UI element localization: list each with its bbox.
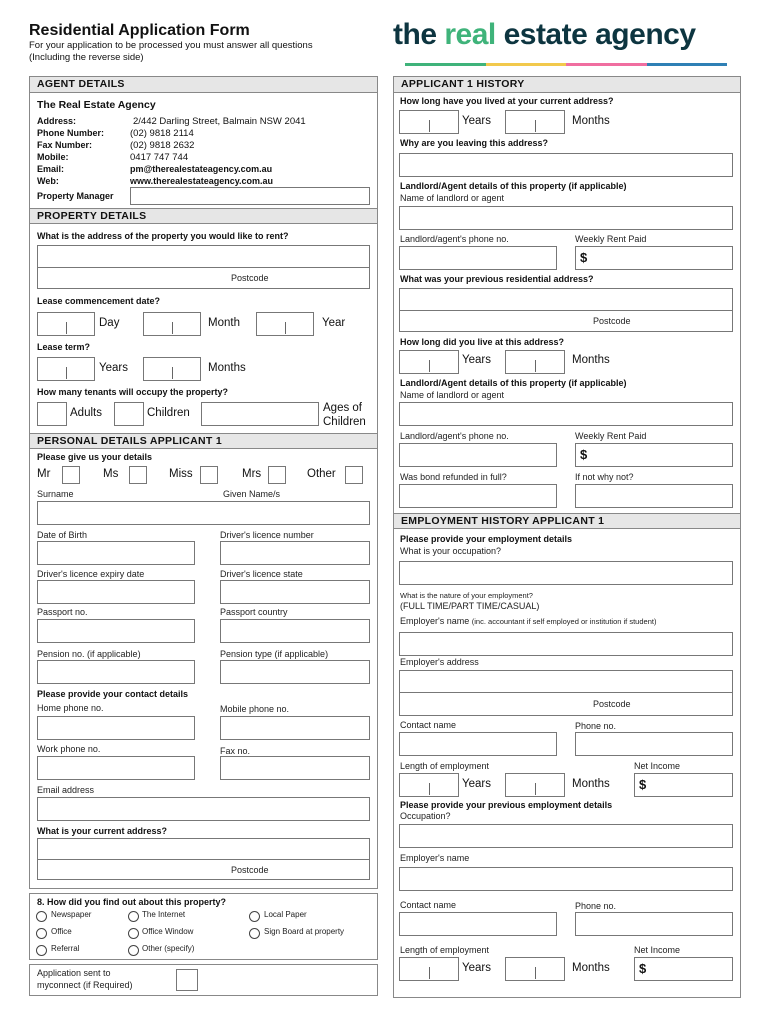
find-out-question: 8. How did you find out about this property? (37, 897, 226, 907)
leaving-question: Why are you leaving this address? (400, 138, 549, 148)
web-label: Web: (37, 176, 59, 186)
year-label: Year (322, 317, 346, 329)
net-income-label: Net Income (634, 761, 681, 771)
work-phone-field[interactable] (37, 756, 195, 780)
employment-heading: EMPLOYMENT HISTORY APPLICANT 1 (394, 513, 740, 529)
length-label: Length of employment (400, 761, 490, 771)
licence-state-field[interactable] (220, 580, 370, 604)
web-value[interactable]: www.therealestateagency.com.au (130, 176, 274, 186)
personal-details-heading: PERSONAL DETAILS APPLICANT 1 (30, 433, 377, 449)
prev-net-income-dollar: $ (639, 961, 647, 976)
employer-address-field[interactable] (399, 670, 733, 716)
bond-question: Was bond refunded in full? (400, 472, 507, 482)
dob-field[interactable] (37, 541, 195, 565)
email-value[interactable]: pm@therealestateagency.com.au (130, 164, 273, 174)
prev-months-label: Months (572, 354, 610, 366)
prev-employment-months-label: Months (572, 962, 610, 974)
pension-type-field[interactable] (220, 660, 370, 684)
landlord-name-label: Name of landlord or agent (400, 193, 505, 203)
month-label: Month (208, 317, 240, 329)
lived-months-label: Months (572, 115, 610, 127)
employer-address-label: Employer's address (400, 657, 479, 667)
ages-of-children-label: Ages of Children (323, 402, 366, 428)
miss-checkbox[interactable] (200, 466, 218, 484)
prev-weekly-rent-label: Weekly Rent Paid (575, 431, 647, 441)
licence-state-label: Driver's licence state (220, 569, 303, 579)
occupation-question: What is your occupation? (400, 546, 502, 556)
prev-years-label: Years (462, 354, 491, 366)
day-label: Day (99, 317, 120, 329)
phone-no-label: Phone no. (575, 721, 617, 731)
mobile-value: 0417 747 744 (130, 152, 189, 163)
employer-name-label: Employer's name (inc. accountant if self employed or institution if student) (400, 616, 657, 626)
prev-landlord-name-label: Name of landlord or agent (400, 390, 505, 400)
miss-label: Miss (169, 468, 193, 480)
referral-radio[interactable] (36, 945, 47, 956)
prev-net-income-field[interactable] (634, 957, 733, 981)
application-sent-checkbox[interactable] (176, 969, 198, 991)
mobile-label: Mobile: (37, 152, 69, 162)
fax-label: Fax Number: (37, 140, 93, 150)
newspaper-label: Newspaper (51, 910, 92, 919)
prev-weekly-rent-field[interactable] (575, 443, 733, 467)
office-radio[interactable] (36, 928, 47, 939)
pension-type-label: Pension type (if applicable) (220, 649, 329, 659)
prev-landlord-question: Landlord/Agent details of this property (if applicable) (400, 378, 627, 388)
if-not-field[interactable] (575, 484, 733, 508)
mrs-checkbox[interactable] (268, 466, 286, 484)
pension-no-label: Pension no. (if applicable) (37, 649, 141, 659)
internet-label: The Internet (142, 910, 186, 919)
ages-of-children-field[interactable] (201, 402, 319, 426)
address-value: 2/442 Darling Street, Balmain NSW 2041 (133, 116, 306, 127)
referral-label: Referral (51, 944, 80, 953)
net-income-field[interactable] (634, 773, 733, 797)
contact-name-field[interactable] (399, 732, 557, 756)
internet-radio[interactable] (128, 911, 139, 922)
form-subtitle: For your application to be processed you must answer all questions (Including the reverse side) (29, 40, 313, 63)
occupation-field[interactable] (399, 561, 733, 585)
licence-expiry-field[interactable] (37, 580, 195, 604)
current-address-question: What is your current address? (37, 826, 168, 836)
surname-label: Surname (37, 489, 74, 499)
agency-logo: the real estate agency (393, 18, 696, 51)
mr-label: Mr (37, 468, 51, 480)
email-address-field[interactable] (37, 797, 370, 821)
property-manager-label: Property Manager (37, 191, 114, 201)
net-income-dollar: $ (639, 777, 647, 792)
leaving-field[interactable] (399, 153, 733, 177)
landlord-question: Landlord/Agent details of this property (if applicable) (400, 181, 627, 191)
landlord-name-field[interactable] (399, 206, 733, 230)
property-address-question: What is the address of the property you would like to rent? (37, 231, 289, 241)
nature-options: (FULL TIME/PART TIME/CASUAL) (400, 601, 540, 611)
prev-weekly-rent-dollar: $ (580, 447, 588, 462)
months-label: Months (208, 362, 246, 374)
prev-employer-name-field[interactable] (399, 867, 733, 891)
prev-phone-no-label: Phone no. (575, 901, 617, 911)
adults-field[interactable] (37, 402, 67, 426)
prev-length-label: Length of employment (400, 945, 490, 955)
office-window-radio[interactable] (128, 928, 139, 939)
given-names-label: Given Name/s (223, 489, 281, 499)
prev-employer-name-label: Employer's name (400, 853, 470, 863)
newspaper-radio[interactable] (36, 911, 47, 922)
local-paper-label: Local Paper (264, 910, 307, 919)
prev-lived-question: How long did you live at this address? (400, 337, 565, 347)
fax-no-label: Fax no. (220, 746, 251, 756)
current-postcode-label: Postcode (231, 865, 269, 875)
weekly-rent-field[interactable] (575, 246, 733, 270)
lease-start-question: Lease commencement date? (37, 296, 161, 306)
home-phone-label: Home phone no. (37, 703, 104, 713)
mobile-phone-field[interactable] (220, 716, 370, 740)
phone-value: (02) 9818 2114 (130, 128, 194, 139)
agent-details-heading: AGENT DETAILS (30, 77, 377, 93)
fax-value: (02) 9818 2632 (130, 140, 195, 151)
prev-landlord-phone-label: Landlord/agent's phone no. (400, 431, 509, 441)
local-paper-radio[interactable] (249, 911, 260, 922)
contact-name-label: Contact name (400, 720, 457, 730)
prev-landlord-name-field[interactable] (399, 402, 733, 426)
agency-name: The Real Estate Agency (37, 99, 156, 111)
phone-no-field[interactable] (575, 732, 733, 756)
form-title: Residential Application Form (29, 22, 250, 39)
contact-details-heading: Please provide your contact details (37, 689, 189, 699)
prev-address-question: What was your previous residential address? (400, 274, 594, 284)
prev-net-income-label: Net Income (634, 945, 681, 955)
landlord-phone-field[interactable] (399, 246, 557, 270)
lived-years-label: Years (462, 115, 491, 127)
years-label: Years (99, 362, 128, 374)
name-field[interactable] (37, 501, 370, 525)
other-label: Other (307, 468, 336, 480)
home-phone-field[interactable] (37, 716, 195, 740)
sign-board-radio[interactable] (249, 928, 260, 939)
children-field[interactable] (114, 402, 144, 426)
other-specify-label: Other (specify) (142, 944, 195, 953)
property-manager-field[interactable] (130, 187, 370, 205)
logo-color-bar (405, 63, 727, 66)
prev-employment-years-label: Years (462, 962, 491, 974)
mr-checkbox[interactable] (62, 466, 80, 484)
work-phone-label: Work phone no. (37, 744, 101, 754)
weekly-rent-label: Weekly Rent Paid (575, 234, 647, 244)
licence-expiry-label: Driver's licence expiry date (37, 569, 145, 579)
office-label: Office (51, 927, 72, 936)
other-specify-radio[interactable] (128, 945, 139, 956)
prev-postcode-label: Postcode (593, 316, 631, 326)
prev-occupation-label: Occupation? (400, 811, 451, 821)
employer-postcode-label: Postcode (593, 699, 631, 709)
employment-years-label: Years (462, 778, 491, 790)
sign-board-label: Sign Board at property (264, 927, 345, 936)
prev-employment-label: Please provide your previous employment details (400, 800, 613, 810)
prev-phone-no-field[interactable] (575, 912, 733, 936)
children-label: Children (147, 407, 190, 419)
weekly-rent-dollar: $ (580, 250, 588, 265)
office-window-label: Office Window (142, 927, 194, 936)
employment-provide-label: Please provide your employment details (400, 534, 573, 544)
dob-label: Date of Birth (37, 530, 88, 540)
mrs-label: Mrs (242, 468, 262, 480)
tenants-question: How many tenants will occupy the property? (37, 387, 229, 397)
applicant-history-heading: APPLICANT 1 HISTORY (394, 77, 740, 93)
employer-name-field[interactable] (399, 632, 733, 656)
pension-no-field[interactable] (37, 660, 195, 684)
nature-question: What is the nature of your employment? (400, 591, 533, 600)
passport-country-label: Passport country (220, 607, 288, 617)
mobile-phone-label: Mobile phone no. (220, 704, 290, 714)
email-label: Email: (37, 164, 65, 174)
bond-field[interactable] (399, 484, 557, 508)
application-sent-label: Application sent to myconnect (if Required) (37, 968, 133, 990)
other-checkbox[interactable] (345, 466, 363, 484)
address-label: Address: (37, 116, 77, 126)
give-details-label: Please give us your details (37, 452, 153, 462)
prev-contact-name-label: Contact name (400, 900, 457, 910)
lease-term-question: Lease term? (37, 342, 91, 352)
employment-months-label: Months (572, 778, 610, 790)
lived-question: How long have you lived at your current address? (400, 96, 614, 106)
ms-checkbox[interactable] (129, 466, 147, 484)
prev-landlord-phone-field[interactable] (399, 443, 557, 467)
email-address-label: Email address (37, 785, 95, 795)
passport-no-field[interactable] (37, 619, 195, 643)
if-not-label: If not why not? (575, 472, 634, 482)
fax-no-field[interactable] (220, 756, 370, 780)
landlord-phone-label: Landlord/agent's phone no. (400, 234, 509, 244)
property-details-heading: PROPERTY DETAILS (30, 208, 377, 224)
adults-label: Adults (70, 407, 102, 419)
licence-no-label: Driver's licence number (220, 530, 314, 540)
passport-country-field[interactable] (220, 619, 370, 643)
phone-label: Phone Number: (37, 128, 105, 138)
passport-no-label: Passport no. (37, 607, 88, 617)
postcode-label: Postcode (231, 273, 269, 283)
prev-contact-name-field[interactable] (399, 912, 557, 936)
prev-occupation-field[interactable] (399, 824, 733, 848)
ms-label: Ms (103, 468, 119, 480)
licence-no-field[interactable] (220, 541, 370, 565)
